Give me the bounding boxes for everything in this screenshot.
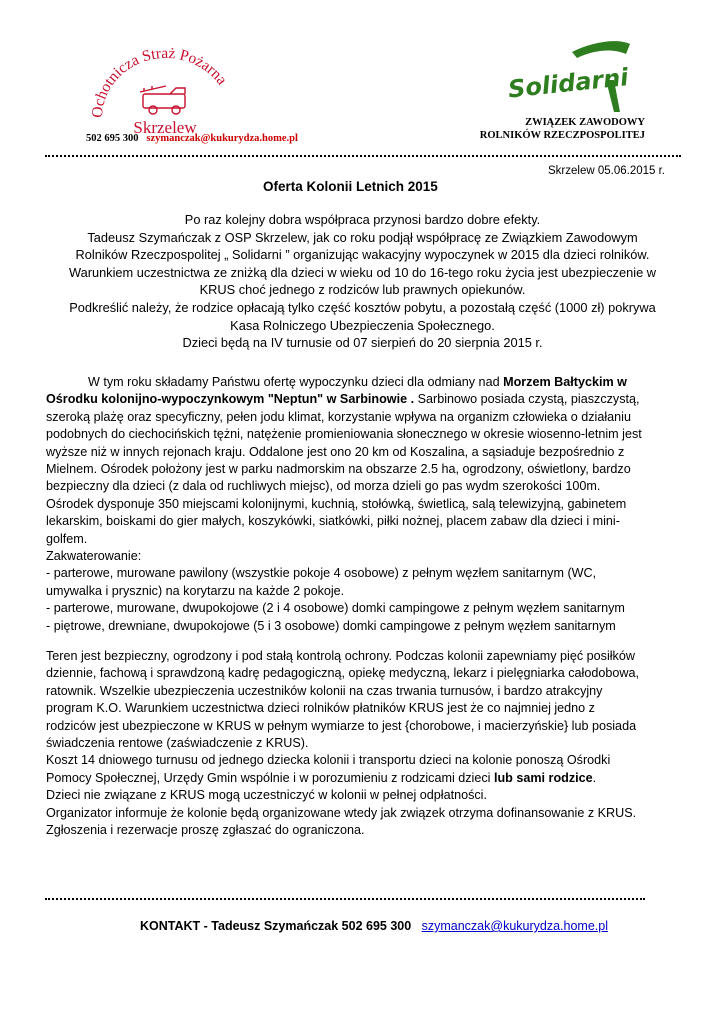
offer-line: podobnych do ciechocińskich tężni, natężenie promieniowania słonecznego w okresie wiosenno-letnim jest bbox=[46, 427, 642, 442]
offer-line: - parterowe, murowane, dwupokojowe (2 i 4 osobowe) domki campingowe z pełnym węzłem sanitarnym bbox=[46, 601, 625, 616]
header-divider bbox=[45, 155, 681, 157]
osp-town-text: Skrzelew bbox=[133, 118, 197, 137]
intro-line: KRUS choć jednego z rodziców lub prawnych opiekunów. bbox=[199, 282, 526, 298]
conditions-line: Dzieci nie związane z KRUS mogą uczestniczyć w kolonii w pełnej odpłatności. bbox=[46, 788, 487, 803]
offer-line: lekarskim, boiskami do gier małych, koszykówki, siatkówki, piłki nożnej, placem zabaw dla dzieci i mini- bbox=[46, 514, 620, 529]
offer-line: umywalka i prysznic) na korytarzu na każde 2 pokoje. bbox=[46, 583, 345, 598]
intro-section bbox=[40, 211, 685, 352]
intro-line: Kasa Rolniczego Ubezpieczenia Społecznego. bbox=[230, 317, 495, 333]
document-title: Oferta Kolonii Letnich 2015 bbox=[263, 179, 438, 194]
contact-footer bbox=[140, 919, 608, 933]
conditions-line: Koszt 14 dniowego turnusu od jednego dziecka kolonii i transportu dzieci na kolonie ponoszą Ośrodki bbox=[46, 753, 611, 768]
intro-line: Podkreślić należy, że rodzice opłacają tylko część kosztów pobytu, a pozostałą część (1000 zł) pokrywa bbox=[69, 299, 656, 315]
offer-bold-text: Morzem Bałtyckim w bbox=[503, 375, 627, 389]
union-line-1: ZWIĄZEK ZAWODOWY bbox=[525, 117, 645, 128]
offer-line: szeroką plażę oraz specyficzny, pełen jodu klimat, korzystanie wpływa na organizm człowieka o działaniu bbox=[46, 409, 631, 424]
conditions-text: . bbox=[592, 770, 597, 785]
conditions-line: świadczenia rentowe (zaświadczenie z KRUS). bbox=[46, 736, 309, 751]
offer-line: Mielnem. Ośrodek położony jest w parku nadmorskim na obszarze 2.5 ha, ogrodzony, oświetlony, bardzo bbox=[46, 462, 631, 477]
conditions-line bbox=[46, 770, 686, 787]
intro-line: Dzieci będą na IV turnusie od 07 sierpień do 20 sierpnia 2015 r. bbox=[182, 335, 543, 351]
conditions-text: Pomocy Społecznej, Urzędy Gmin wspólnie i w porozumieniu z rodzicami dzieci bbox=[46, 770, 494, 785]
intro-line: Tadeusz Szymańczak z OSP Skrzelew, jak co roku podjął współpracę ze Związkiem Zawodowym bbox=[87, 229, 638, 245]
offer-line: Ośrodek dysponuje 350 miejscami kolonijnymi, kuchnią, stołówką, świetlicą, salą telewizyjną, gabinetem bbox=[46, 496, 627, 511]
osp-email: szymanczak@kukurydza.home.pl bbox=[146, 133, 298, 144]
offer-line: bezpieczny dla dzieci (z dala od ruchliwych miejsc), od morza dzieli go pas wydm szerokości 100m. bbox=[46, 479, 601, 494]
conditions-line: dziennie, fachową i sprawdzoną kadrę pedagogiczną, opiekę medyczną, lekarz i pielęgniarka całodobowa, bbox=[46, 666, 639, 681]
conditions-line: program K.O. Warunkiem uczestnictwa dzieci rolników płatników KRUS jest że co najmniej jedno z bbox=[46, 701, 595, 716]
document-date: Skrzelew 05.06.2015 r. bbox=[548, 165, 665, 177]
offer-line: - piętrowe, drewniane, dwupokojowe (5 i 3 osobowe) domki campingowe z pełnym węzłem sanitarnym bbox=[46, 618, 616, 633]
offer-line bbox=[46, 374, 686, 391]
conditions-line: Teren jest bezpieczny, ogrodzony i pod stałą kontrolą ochrony. Podczas kolonii zapewniamy pięć posiłków bbox=[46, 649, 635, 663]
contact-label: KONTAKT - Tadeusz Szymańczak 502 695 300 bbox=[140, 919, 412, 933]
offer-line: - parterowe, murowane pawilony (wszystkie pokoje 4 osobowe) z pełnym węzłem sanitarnym (WC, bbox=[46, 566, 597, 581]
offer-paragraph bbox=[46, 374, 686, 635]
solidarni-logo bbox=[502, 40, 632, 116]
osp-skrzelew-logo bbox=[80, 38, 250, 138]
offer-bold-text: Ośrodku kolonijno-wypoczynkowym "Neptun" w Sarbinowie . bbox=[46, 392, 415, 407]
intro-line: Warunkiem uczestnictwa ze zniżką dla dzieci w wieku od 10 do 16-tego roku życia jest ubezpieczenie w bbox=[68, 264, 657, 280]
offer-line: golfem. bbox=[46, 531, 88, 546]
union-caption bbox=[450, 116, 645, 142]
conditions-paragraph bbox=[46, 648, 686, 839]
osp-contact-line bbox=[86, 133, 298, 144]
osp-arc-text: Ochotnicza Straż Pożarna bbox=[88, 44, 231, 119]
footer-divider bbox=[45, 898, 645, 900]
conditions-line: rodziców jest ubezpieczone w KRUS w pełnym wymiarze to jest {chorobowe, i macierzyńskie} lub posiada bbox=[46, 718, 637, 733]
conditions-line: Zgłoszenia i rezerwacje proszę zgłaszać do ograniczona. bbox=[46, 823, 365, 838]
offer-line: Zakwaterowanie: bbox=[46, 549, 142, 564]
conditions-line: ratownik. Wszelkie ubezpieczenia uczestników kolonii na czas trwania turnusów, i bardzo atrakcyjny bbox=[46, 683, 603, 698]
union-line-2: ROLNIKÓW RZECZPOSPOLITEJ bbox=[479, 130, 645, 141]
offer-line bbox=[46, 391, 686, 408]
solidarni-flag bbox=[572, 41, 630, 58]
solidarni-word: Solidarni bbox=[506, 63, 630, 104]
conditions-bold-text: lub sami rodzice bbox=[493, 770, 593, 785]
contact-email-link[interactable]: szymanczak@kukurydza.home.pl bbox=[421, 919, 608, 933]
fire-truck-icon bbox=[140, 86, 185, 114]
offer-text: W tym roku składamy Państwu ofertę wypoczynku dzieci dla odmiany nad bbox=[88, 375, 504, 389]
offer-line: wyższe niż w innych rejonach kraju. Oddalone jest ono 20 km od Koszalina, a sąsiaduje bezpośrednio z bbox=[46, 444, 625, 459]
offer-text: Sarbinowo posiada czystą, piaszczystą, bbox=[414, 392, 640, 407]
intro-line: Rolników Rzeczpospolitej „ Solidarni ” organizując wakacyjny wypoczynek w 2015 dla dzieci rolników. bbox=[75, 247, 650, 263]
osp-phone: 502 695 300 bbox=[86, 133, 139, 144]
intro-line: Po raz kolejny dobra współpraca przynosi bardzo dobre efekty. bbox=[184, 212, 541, 227]
conditions-line: Organizator informuje że kolonie będą organizowane wtedy jak związek otrzyma dofinansowanie z KRUS. bbox=[46, 805, 637, 820]
